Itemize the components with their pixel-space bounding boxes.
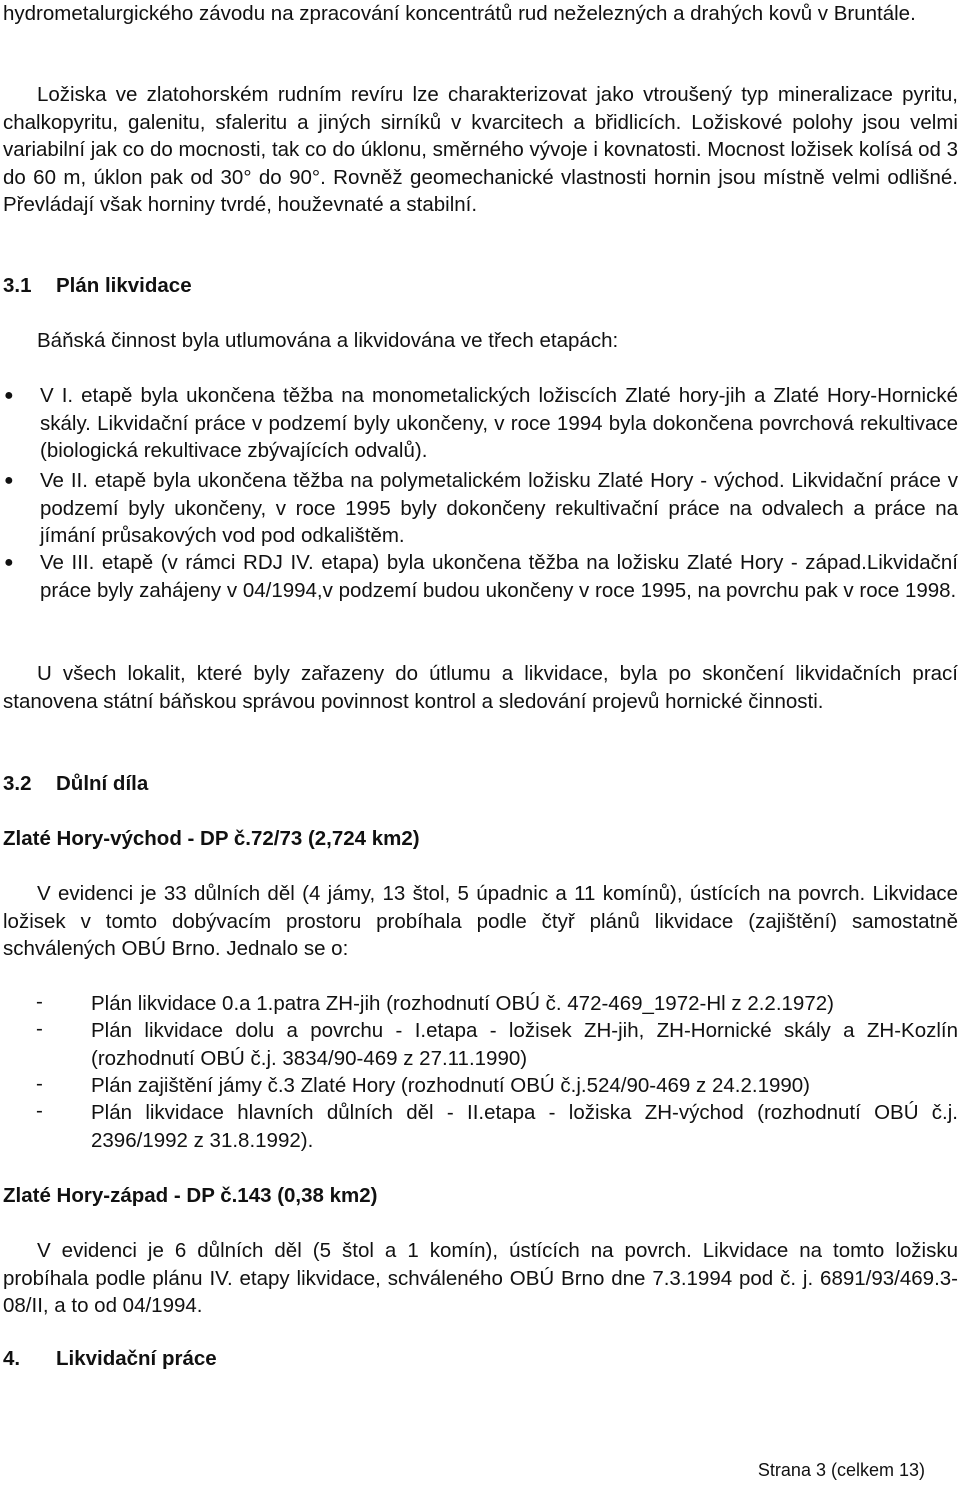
east-area-paragraph: V evidenci je 33 důlních děl (4 jámy, 13 štol, 5 úpadnic a 11 komínů), ústících na povrch. Likvidace ložisek v tomto dobývacím prostoru probíhala podle čtyř plánů likvidace (zajištění) samostatně schválených OBÚ Brno. Jednalo se o: xyxy=(3,882,958,960)
section-3-2-heading xyxy=(3,770,958,797)
section-title: Plán likvidace xyxy=(56,274,192,297)
stage-item: ● V I. etapě byla ukončena těžba na monometalických ložiscích Zlaté hory-jih a Zlaté Hory-Hornické skály. Likvidační práce v podzemí byly ukončeny, v roce 1994 byla dokončena povrchová rekultivace (biologická rekultivace zbývajících odvalů). xyxy=(4,384,958,462)
stage-item: ● Ve III. etapě (v rámci RDJ IV. etapa) byla ukončena těžba na ložisku Zlaté Hory - západ.Likvidační práce byly zahájeny v 04/1994,v podzemí budou ukončeny v roce 1995, na povrchu pak v roce 1998. xyxy=(4,551,958,602)
stage-item: ● Ve II. etapě byla ukončena těžba na polymetalickém ložisku Zlaté Hory - východ. Likvidační práce v podzemí byly ukončeny, v roce 1995 byly dokončeny rekultivační práce na odvalech a práce na jímání průsakových vod pod odkalištěm. xyxy=(4,469,958,547)
stages-intro: Báňská činnost byla utlumována a likvidována ve třech etapách: xyxy=(37,329,619,352)
plan-item: - Plán likvidace 0.a 1.patra ZH-jih (rozhodnutí OBÚ č. 472-469_1972-Hl z 2.2.1972) xyxy=(36,990,834,1015)
bullet-icon: ● xyxy=(4,554,14,571)
section-number: 3.2 xyxy=(3,772,32,795)
west-area-paragraph: V evidenci je 6 důlních děl (5 štol a 1 komín), ústících na povrch. Likvidace na tomto ložisku probíhala podle plánu IV. etapy likvidace, schváleného OBÚ Brno dne 7.3.1994 pod č. j. 6891/93/469.3-08/II, a to od 04/1994. xyxy=(3,1239,958,1317)
dash-mark: - xyxy=(36,1099,43,1122)
section-number: 4. xyxy=(3,1347,21,1370)
deposits-paragraph: Ložiska ve zlatohorském rudním revíru lze charakterizovat jako vtroušený typ mineralizace pyritu, chalkopyritu, galenitu, sfaleritu a jiných sirníků v kvarcitech a břidlicích. Ložiskové polohy jsou velmi variabilní jak co do mocnosti, tak co do úklonu, směrného vývoje i kovnatosti. Mocnost ložisek kolísá od 3 do 60 m, úklon pak od 30° do 90°. Rovněž geomechanické vlastnosti hornin jsou místně velmi odlišné. Převládají však horniny tvrdé, houževnaté a stabilní. xyxy=(3,83,958,216)
plan-item: - Plán likvidace dolu a povrchu - I.etapa - ložisek ZH-jih, ZH-Hornické skály a ZH-Kozlín (rozhodnutí OBÚ č.j. 3834/90-469 z 27.11.1990) xyxy=(36,1017,958,1070)
east-area-heading: Zlaté Hory-východ - DP č.72/73 (2,724 km2) xyxy=(3,827,420,850)
section-title: Likvidační práce xyxy=(56,1347,217,1370)
intro-paragraph-end: hydrometalurgického závodu na zpracování koncentrátů rud neželezných a drahých kovů v Bruntále. xyxy=(3,2,916,25)
plan-item: - Plán zajištění jámy č.3 Zlaté Hory (rozhodnutí OBÚ č.j.524/90-469 z 24.2.1990) xyxy=(36,1072,811,1097)
dash-mark: - xyxy=(36,990,43,1013)
section-3-1-heading xyxy=(3,272,958,299)
west-area-heading: Zlaté Hory-západ - DP č.143 (0,38 km2) xyxy=(3,1184,378,1207)
section-number: 3.1 xyxy=(3,274,32,297)
bullet-icon: ● xyxy=(4,472,14,489)
dash-mark: - xyxy=(36,1072,43,1095)
plan-item: - Plán likvidace hlavních důlních děl - II.etapa - ložiska ZH-východ (rozhodnutí OBÚ č.j. 2396/1992 z 31.8.1992). xyxy=(36,1099,958,1152)
bullet-icon: ● xyxy=(4,387,14,404)
page-number-footer: Strana 3 (celkem 13) xyxy=(757,1460,925,1480)
dash-mark: - xyxy=(36,1017,43,1040)
section-4-heading xyxy=(3,1345,958,1372)
all-sites-paragraph: U všech lokalit, které byly zařazeny do útlumu a likvidace, byla po skončení likvidačních prací stanovena státní báňskou správou povinnost kontrol a sledování projevů hornické činnosti. xyxy=(3,662,958,713)
section-title: Důlní díla xyxy=(56,772,149,795)
